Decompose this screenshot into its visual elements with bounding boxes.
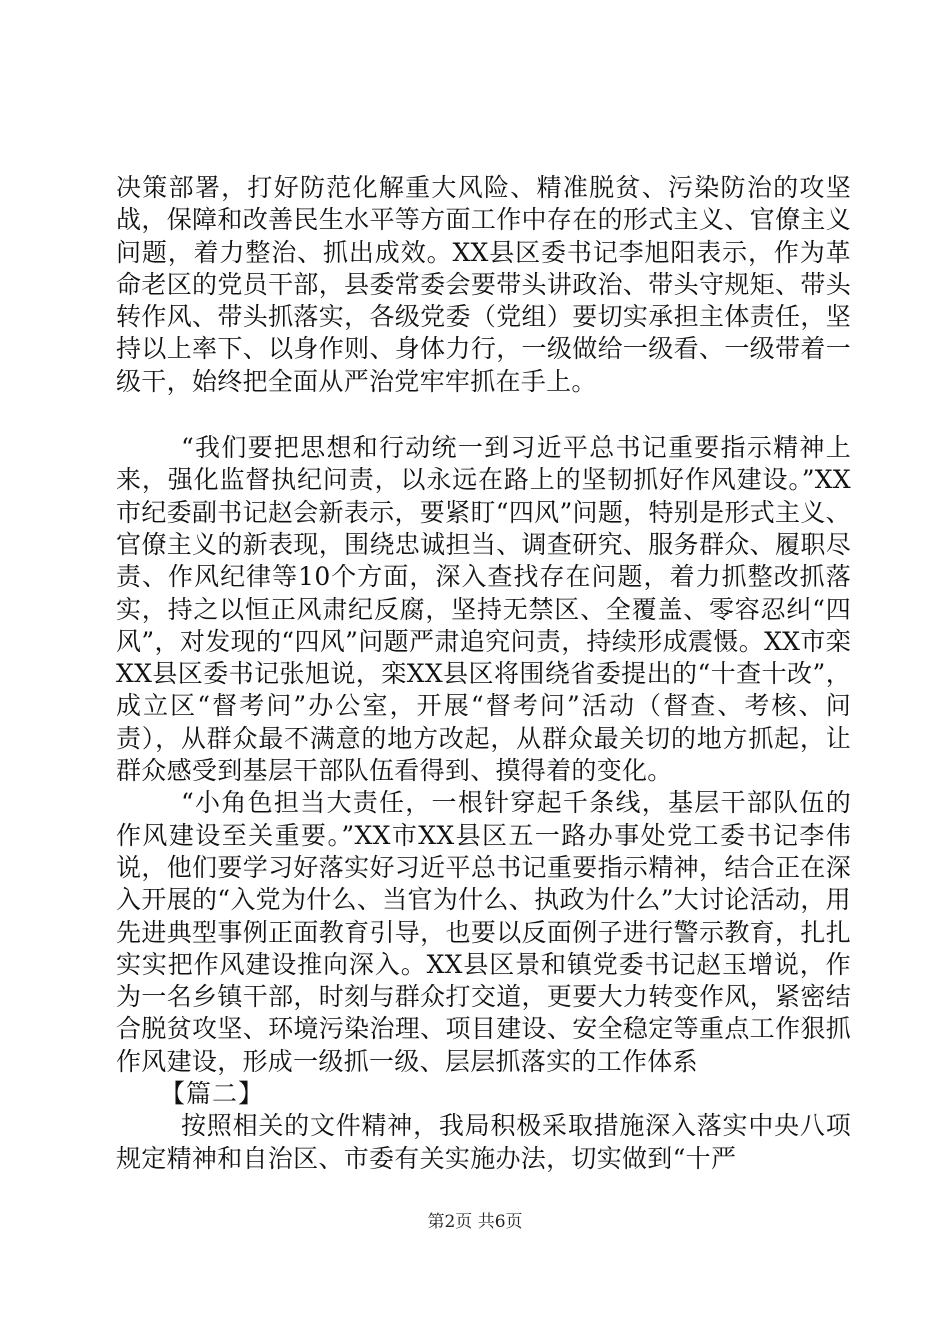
document-body <box>116 172 851 1175</box>
page-footer: 第2页 共6页 <box>427 1212 523 1232</box>
paragraph-continuation: 决策部署，打好防范化解重大风险、精准脱贫、污染防治的攻坚战，保障和改善民生水平等方面工作中存在的形式主义、官僚主义问题，着力整治、抓出成效。XX县区委书记李旭阳表示，作为革命老区的党员干部，县委常委会要带头讲政治、带头守规矩、带头转作风、带头抓落实，各级党委（党组）要切实承担主体责任，坚持以上率下、以身作则、身体力行，一级做给一级看、一级带着一级干，始终把全面从严治党牢牢抓在手上。 <box>116 173 851 396</box>
paragraph-quote-li: “小角色担当大责任，一根针穿起千条线，基层干部队伍的作风建设至关重要。”XX市XX县区五一路办事处党工委书记李伟说，他们要学习好落实好习近平总书记重要指示精神，结合正在深入开展的“入党为什么、当官为什么、执政为什么”大讨论活动，用先进典型事例正面教育引导，也要以反面例子进行警示教育，扎扎实实把作风建设推向深入。XX县区景和镇党委书记赵玉增说，作为一名乡镇干部，时刻与群众打交道，更要大力转变作风，紧密结合脱贫攻坚、环境污染治理、项目建设、安全稳定等重点工作狠抓作风建设，形成一级抓一级、层层抓落实的工作体系 <box>116 788 851 1076</box>
paragraph-section-two: 按照相关的文件精神，我局积极采取措施深入落实中央八项规定精神和自治区、市委有关实施办法，切实做到“十严 <box>116 1111 851 1173</box>
section-heading: 【篇二】 <box>160 1079 265 1109</box>
paragraph-quote-zhao: “我们要把思想和行动统一到习近平总书记重要指示精神上来，强化监督执纪问责，以永远在路上的坚韧抓好作风建设。”XX市纪委副书记赵会新表示，要紧盯“四风”问题，特别是形式主义、官僚主义的新表现，围绕忠诚担当、调查研究、服务群众、履职尽责、作风纪律等10个方面，深入查找存在问题，着力抓整改抓落实，持之以恒正风肃纪反腐，坚持无禁区、全覆盖、零容忍纠“四风”，对发现的“四风”问题严肃追究问责，持续形成震慑。XX市栾XX县区委书记张旭说，栾XX县区将围绕省委提出的“十查十改”，成立区“督考问”办公室，开展“督考问”活动（督查、考核、问责），从群众最不满意的地方改起，从群众最关切的地方抓起，让群众感受到基层干部队伍看得到、摸得着的变化。 <box>116 433 851 786</box>
